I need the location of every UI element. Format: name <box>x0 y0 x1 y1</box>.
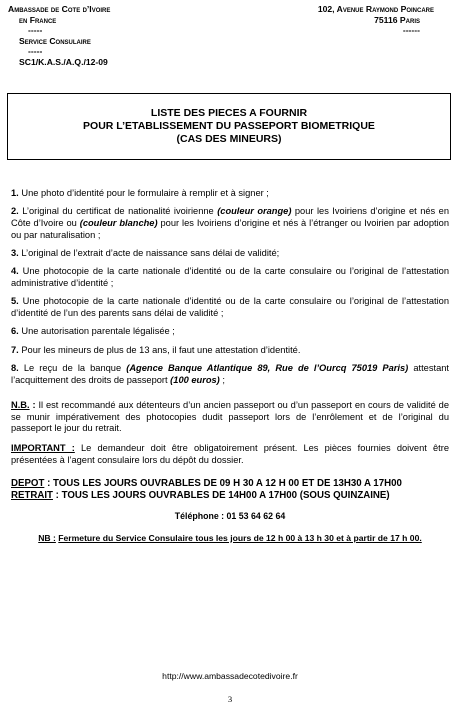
address-city: 75116 Paris <box>374 14 420 25</box>
list-item-2: 2. L’original du certificat de nationalité ivoirienne (couleur orange) pour les Ivoiriens d’origine et nés en Côte d’Ivoire ou (couleur blanche) pour les Ivoiriens d’origine et nés à l’étranger ou Ivoirien par adoption ou par naturalisation ; <box>11 206 449 240</box>
list-item-5: 5. Une photocopie de la carte nationale d’identité ou de la carte consulaire ou l’original de l’attestation d’identité de l’un des parents sans délai de validité ; <box>11 296 449 318</box>
retrait-hours: RETRAIT : TOUS LES JOURS OUVRABLES DE 14H00 A 17H00 (SOUS QUINZAINE) <box>11 490 390 502</box>
header-right-divider: ------ <box>402 25 420 35</box>
telephone-number: Téléphone : 01 53 64 62 64 <box>174 511 286 522</box>
embassy-name: Ambassade de Cote d’Ivoire <box>8 4 111 14</box>
website-url[interactable]: http://www.ambassadecotedivoire.fr <box>162 671 298 681</box>
important-paragraph: IMPORTANT : Le demandeur doit être obligatoirement présent. Les pièces fournies doivent être présentées à l’agent consulaire lors du dépôt du dossier. <box>11 443 449 465</box>
list-item-6: 6. Une autorisation parentale légalisée ; <box>11 326 175 337</box>
service-name: Service Consulaire <box>19 35 91 46</box>
nb-label: N.B. <box>11 400 30 411</box>
title-box <box>7 93 451 160</box>
title-line-1: LISTE DES PIECES A FOURNIR <box>150 107 308 119</box>
header-left-divider-2: ----- <box>28 46 43 56</box>
address-street: 102, Avenue Raymond Poincare <box>317 4 434 14</box>
document-reference: SC1/K.A.S./A.Q./12-09 <box>19 56 108 67</box>
list-item-1: 1. Une photo d’identité pour le formulaire à remplir et à signer ; <box>11 188 269 198</box>
nb-paragraph: N.B. : Il est recommandé aux détenteurs d’un ancien passeport ou d’un passeport en cours de validité de se munir impérativement des photocopies dudit passeport lors de l’enrôlement et de l’original du passeport le jour du retrait. <box>11 400 449 434</box>
title-line-3: (CAS DES MINEURS) <box>176 133 282 145</box>
header-left <box>8 4 208 67</box>
title-line-2: POUR L’ETABLISSEMENT DU PASSEPORT BIOMETRIQUE <box>83 120 375 132</box>
list-item-4: 4. Une photocopie de la carte nationale d’identité ou de la carte consulaire ou l’original de l’attestation administrative d’identité ; <box>11 266 449 288</box>
important-label: IMPORTANT : <box>11 443 75 454</box>
closing-notice: NB : Fermeture du Service Consulaire tous les jours de 12 h 00 à 13 h 30 et à partir de 17 h 00. <box>38 532 422 543</box>
list-item-7: 7. Pour les mineurs de plus de 13 ans, il faut une attestation d’identité. <box>11 344 301 355</box>
header-right <box>234 4 434 36</box>
depot-hours: DEPOT : TOUS LES JOURS OUVRABLES DE 09 H 30 A 12 H 00 ET DE 13H30 A 17H00 <box>11 478 402 490</box>
list-item-3: 3. L’original de l’extrait d’acte de naissance sans délai de validité; <box>11 247 280 258</box>
page-number: 3 <box>227 694 233 704</box>
document-body <box>11 188 449 544</box>
embassy-country: en France <box>19 14 57 25</box>
header-left-divider-1: ----- <box>28 25 43 35</box>
list-item-8: 8. Le reçu de la banque (Agence Banque Atlantique 89, Rue de l’Ourcq 75019 Paris) attestant l’acquittement des droits de passeport (100 euros) ; <box>11 363 449 385</box>
